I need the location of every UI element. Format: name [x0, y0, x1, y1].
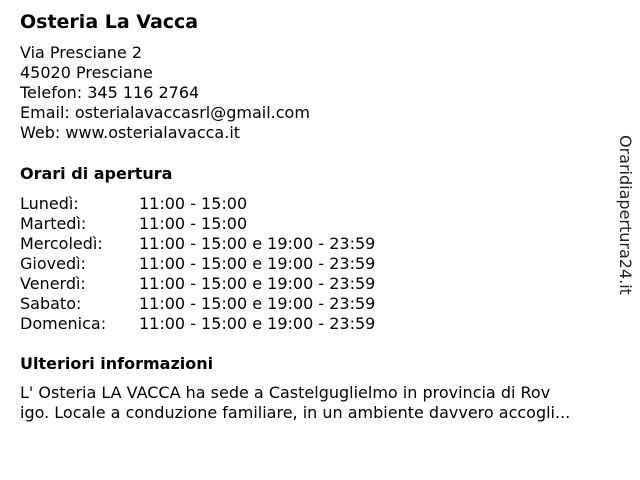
day-label: Sabato:: [20, 294, 82, 313]
business-name: Osteria La Vacca: [20, 11, 199, 33]
day-label: Venerdì:: [20, 274, 86, 293]
day-label: Domenica:: [20, 314, 107, 333]
address-street: Via Presciane 2: [20, 43, 142, 62]
day-label: Martedì:: [20, 214, 87, 233]
time-range: 11:00 - 15:00: [139, 194, 248, 213]
info-heading: Ulteriori informazioni: [20, 354, 214, 373]
time-range: 11:00 - 15:00 e 19:00 - 23:59: [139, 234, 376, 253]
address-city: 45020 Presciane: [20, 63, 153, 82]
day-label: Giovedì:: [20, 254, 86, 273]
email-line: Email: osterialavaccasrl@gmail.com: [20, 103, 310, 122]
time-range: 11:00 - 15:00 e 19:00 - 23:59: [139, 254, 376, 273]
time-range: 11:00 - 15:00 e 19:00 - 23:59: [139, 274, 376, 293]
description-line-2: igo. Locale a conduzione familiare, in un ambiente davvero accogli...: [20, 403, 571, 422]
hours-heading: Orari di apertura: [20, 164, 173, 183]
day-label: Lunedì:: [20, 194, 79, 213]
description-line-1: L' Osteria LA VACCA ha sede a Castelguglielmo in provincia di Rov: [20, 383, 551, 402]
description: [20, 383, 620, 423]
brand-watermark-text: Oraridiapertura24.it: [616, 135, 635, 295]
time-range: 11:00 - 15:00: [139, 214, 248, 233]
time-range: 11:00 - 15:00 e 19:00 - 23:59: [139, 294, 376, 313]
day-label: Mercoledì:: [20, 234, 103, 253]
time-range: 11:00 - 15:00 e 19:00 - 23:59: [139, 314, 376, 333]
phone-line: Telefon: 345 116 2764: [20, 83, 200, 102]
web-line: Web: www.osterialavacca.it: [20, 123, 241, 142]
contact-block: [20, 43, 310, 143]
